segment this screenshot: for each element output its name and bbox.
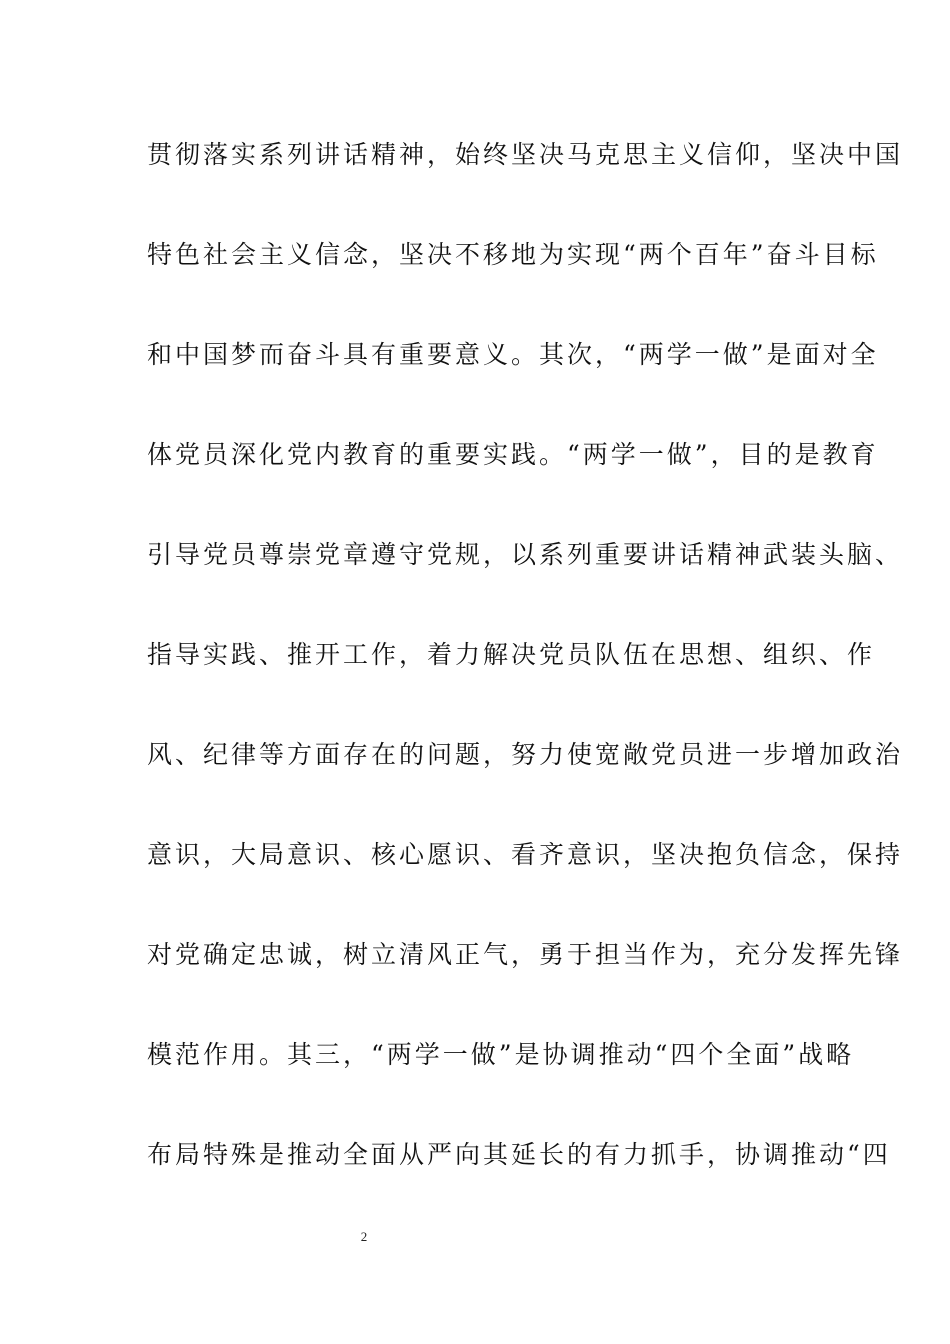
text-line-7: 风、纪律等方面存在的问题，努力使宽敞党员进一步增加政治 [147, 740, 904, 769]
text-line-9: 对党确定忠诚，树立清风正气，勇于担当作为，充分发挥先锋 [147, 940, 904, 969]
text-line-10: 模范作用。其三，“两学一做”是协调推动“四个全面”战略 [147, 1040, 855, 1069]
text-line-3: 和中国梦而奋斗具有重要意义。其次，“两学一做”是面对全 [147, 340, 879, 369]
body-text [147, 132, 904, 1232]
text-line-8: 意识，大局意识、核心愿识、看齐意识，坚决抱负信念，保持 [147, 840, 904, 869]
text-line-4: 体党员深化党内教育的重要实践。“两学一做”，目的是教育 [147, 440, 879, 469]
text-line-2: 特色社会主义信念，坚决不移地为实现“两个百年”奋斗目标 [147, 240, 879, 269]
text-line-5: 引导党员尊崇党章遵守党规，以系列重要讲话精神武装头脑、 [147, 540, 904, 569]
text-line-6: 指导实践、推开工作，着力解决党员队伍在思想、组织、作 [147, 640, 876, 669]
page-number: 2 [360, 1229, 368, 1244]
text-line-11: 布局特殊是推动全面从严向其延长的有力抓手，协调推动“四 [147, 1140, 891, 1169]
text-line-1: 贯彻落实系列讲话精神，始终坚决马克思主义信仰，坚决中国 [147, 140, 904, 169]
